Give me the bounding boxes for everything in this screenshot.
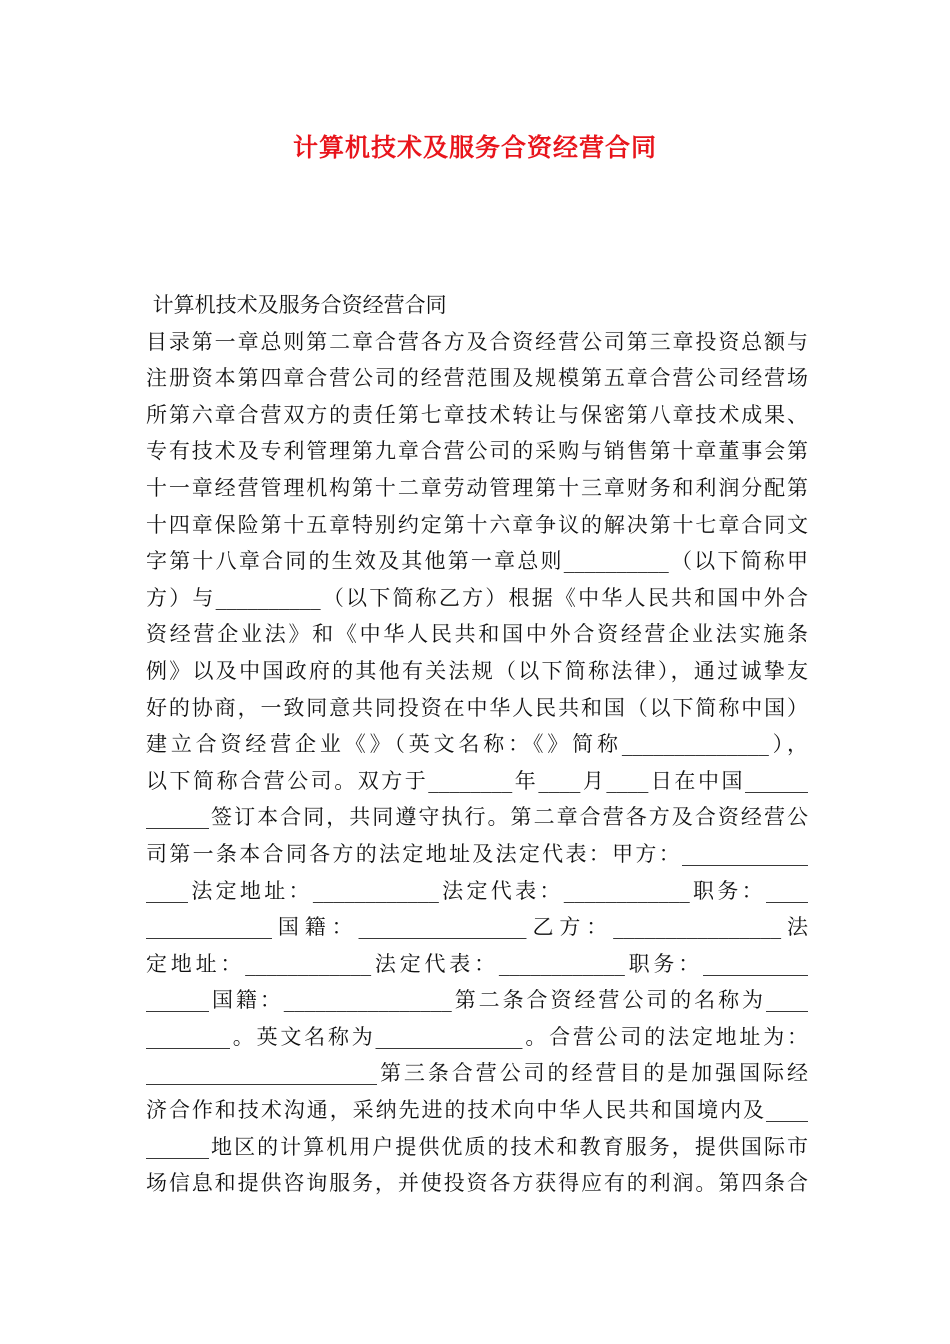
body-line: ____法定地址：____________法定代表：____________职务：____ bbox=[146, 878, 808, 903]
body-line: ______地区的计算机用户提供优质的技术和教育服务，提供国际市 bbox=[146, 1134, 808, 1159]
body-line: 所第六章合营双方的责任第七章技术转让与保密第八章技术成果、 bbox=[146, 402, 808, 427]
body-line: 注册资本第四章合营公司的经营范围及规模第五章合营公司经营场 bbox=[146, 366, 808, 391]
body-line: 例》以及中国政府的其他有关法规（以下简称法律），通过诚挚友 bbox=[146, 658, 808, 683]
body-line: 场信息和提供咨询服务，并使投资各方获得应有的利润。第四条合 bbox=[146, 1171, 808, 1196]
body-line: 目录第一章总则第二章合营各方及合资经营公司第三章投资总额与 bbox=[146, 329, 808, 354]
body-line: 定地址：____________法定代表：____________职务：__________ bbox=[146, 951, 808, 976]
body-line: 计算机技术及服务合资经营合同 bbox=[146, 293, 447, 317]
body-line: 以下简称合营公司。双方于________年____月____日在中国______ bbox=[146, 768, 808, 793]
body-line: ______________________第三条合营公司的经营目的是加强国际经 bbox=[146, 1061, 808, 1086]
body-line: 司第一条本合同各方的法定地址及法定代表：甲方：____________ bbox=[146, 841, 808, 866]
body-line: ________。英文名称为______________。合营公司的法定地址为： bbox=[146, 1024, 808, 1049]
body-line: 资经营企业法》和《中华人民共和国中外合资经营企业法实施条 bbox=[146, 622, 808, 647]
body-line: ____________国籍：________________乙方：________________法 bbox=[146, 915, 808, 940]
body-line: ______签订本合同，共同遵守执行。第二章合营各方及合资经营公 bbox=[146, 805, 808, 830]
document-title: 计算机技术及服务合资经营合同 bbox=[292, 133, 657, 162]
body-line: ______国籍：________________第二条合资经营公司的名称为____ bbox=[146, 988, 808, 1013]
body-line: 十一章经营管理机构第十二章劳动管理第十三章财务和利润分配第 bbox=[146, 475, 808, 500]
body-line: 建立合资经营企业《》（英文名称：《》简称______________）， bbox=[146, 732, 808, 757]
body-line: 字第十八章合同的生效及其他第一章总则__________（以下简称甲 bbox=[146, 549, 808, 574]
body-line: 专有技术及专利管理第九章合营公司的采购与销售第十章董事会第 bbox=[146, 439, 808, 464]
body-line: 济合作和技术沟通，采纳先进的技术向中华人民共和国境内及____ bbox=[146, 1098, 808, 1123]
document-body bbox=[146, 287, 808, 1202]
body-line: 好的协商，一致同意共同投资在中华人民共和国（以下简称中国） bbox=[146, 695, 808, 720]
body-line: 十四章保险第十五章特别约定第十六章争议的解决第十七章合同文 bbox=[146, 512, 808, 537]
body-line: 方）与__________（以下简称乙方）根据《中华人民共和国中外合 bbox=[146, 585, 808, 610]
